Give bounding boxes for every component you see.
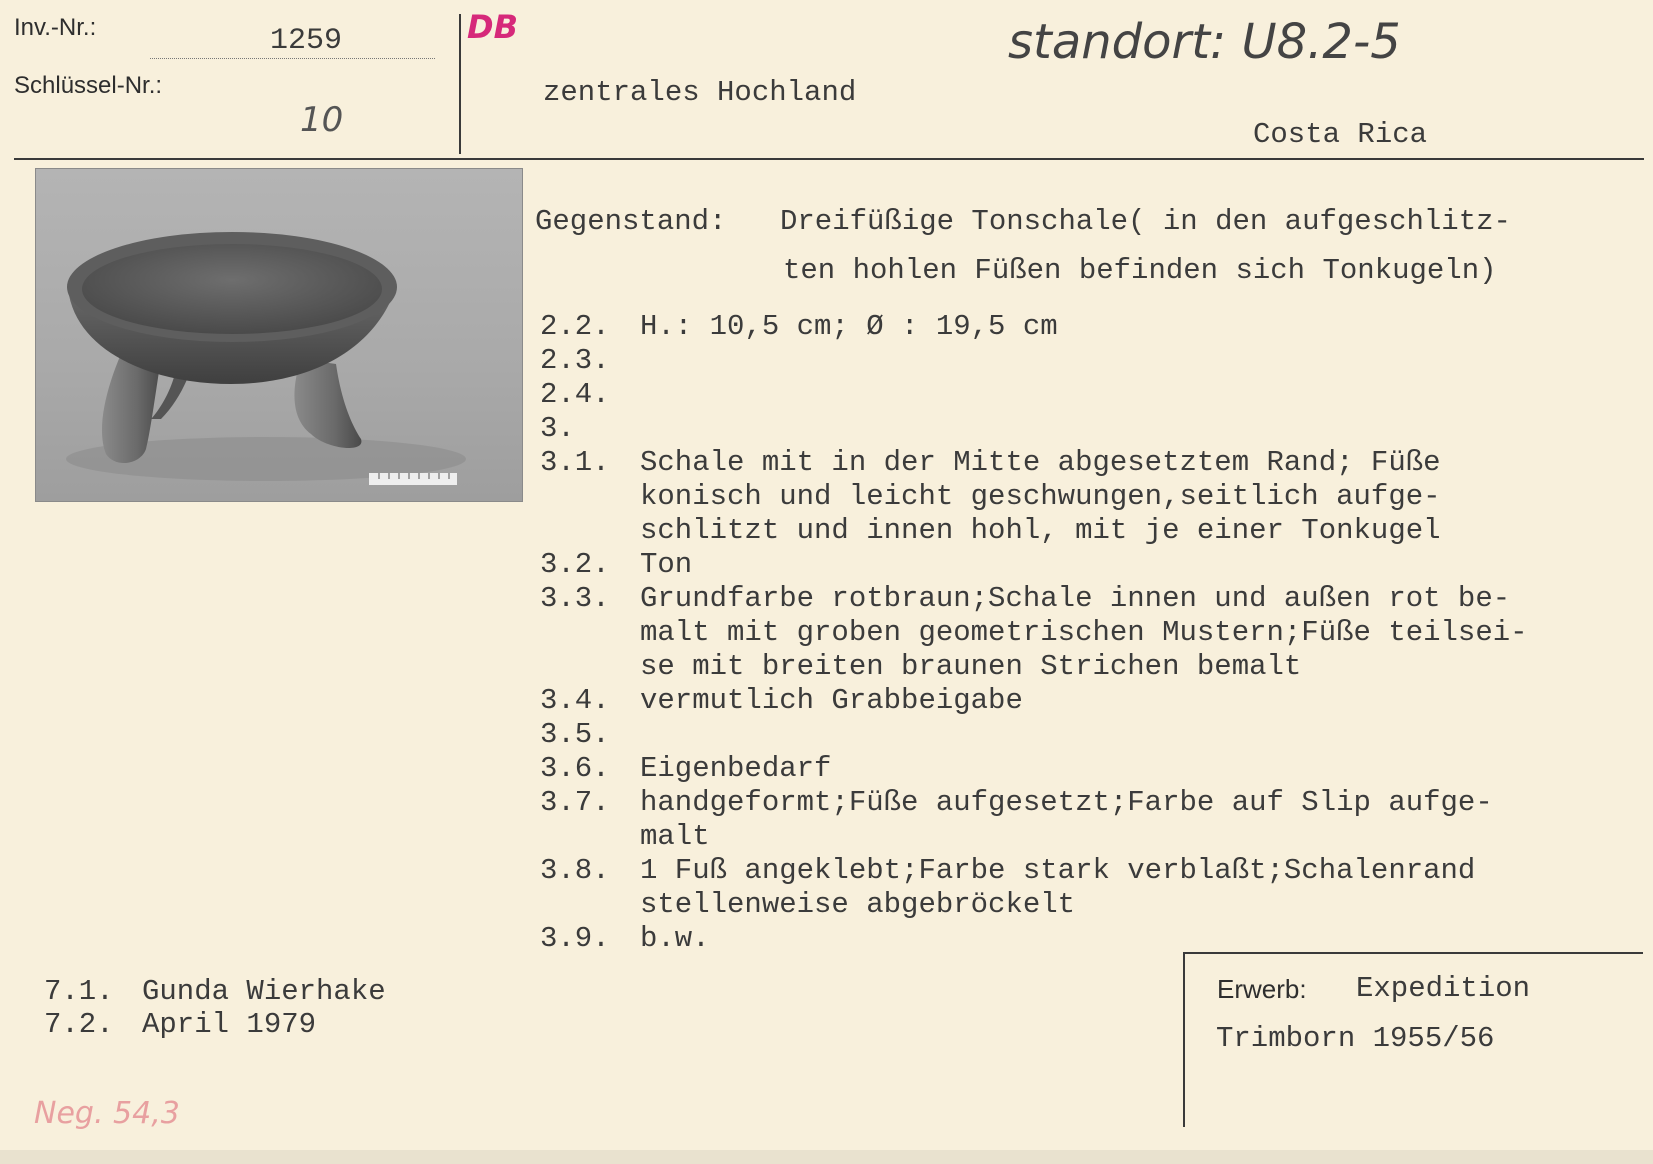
entry-text: handgeformt;Füße aufgesetzt;Farbe auf Slip aufge- <box>640 786 1493 819</box>
header-rule <box>14 158 1644 160</box>
object-description-line1: Dreifüßige Tonschale( in den aufgeschlitz- <box>780 205 1511 238</box>
acq-box-left <box>1183 952 1185 1127</box>
inv-label: Inv.-Nr.: <box>14 14 97 41</box>
date: April 1979 <box>142 1008 317 1041</box>
entry-text: H.: 10,5 cm; Ø : 19,5 cm <box>640 310 1058 343</box>
key-label: Schlüssel-Nr.: <box>14 72 163 99</box>
entry-number: 2.2. <box>540 310 610 343</box>
entry-number: 3.4. <box>540 684 610 717</box>
entry-text: b.w. <box>640 922 710 955</box>
tripod-bowl-image <box>36 169 522 501</box>
entry-number: 3. <box>540 412 575 445</box>
acq-line1: Expedition <box>1356 972 1531 1005</box>
inv-dotted-line <box>150 58 435 59</box>
acq-box-top <box>1183 952 1643 954</box>
entry-number: 3.6. <box>540 752 610 785</box>
object-photo <box>35 168 523 502</box>
initials-stamp: DB <box>467 8 518 46</box>
object-description-line2: ten hohlen Füßen befinden sich Tonkugeln) <box>783 254 1497 287</box>
author-num: 7.1. <box>44 975 114 1008</box>
card-bottom-edge <box>0 1150 1653 1164</box>
entry-number: 3.9. <box>540 922 610 955</box>
entry-number: 3.7. <box>540 786 610 819</box>
entry-text: Grundfarbe rotbraun;Schale innen und außen rot be- <box>640 582 1511 615</box>
entry-text: 1 Fuß angeklebt;Farbe stark verblaßt;Schalenrand <box>640 854 1476 887</box>
negative-number: Neg. 54,3 <box>34 1096 180 1131</box>
entry-text: konisch und leicht geschwungen,seitlich aufge- <box>640 480 1441 513</box>
entry-text: Schale mit in der Mitte abgesetztem Rand; Füße <box>640 446 1441 479</box>
acq-label: Erwerb: <box>1217 974 1307 1004</box>
acq-line2: Trimborn 1955/56 <box>1216 1022 1495 1055</box>
entry-number: 2.3. <box>540 344 610 377</box>
entry-text: stellenweise abgebröckelt <box>640 888 1076 921</box>
entry-text: malt mit groben geometrischen Mustern;Füße teilsei- <box>640 616 1528 649</box>
inv-value: 1259 <box>270 24 343 58</box>
entry-text: schlitzt und innen hohl, mit je einer Tonkugel <box>640 514 1441 547</box>
entry-text: se mit breiten braunen Strichen bemalt <box>640 650 1302 683</box>
object-label: Gegenstand: <box>535 205 727 238</box>
key-value: 10 <box>300 100 344 140</box>
region: zentrales Hochland <box>543 76 857 109</box>
author: Gunda Wierhake <box>142 975 386 1008</box>
entry-number: 3.2. <box>540 548 610 581</box>
country: Costa Rica <box>1253 118 1428 151</box>
standort-note: standort: U8.2-5 <box>1008 14 1401 70</box>
entry-text: vermutlich Grabbeigabe <box>640 684 1023 717</box>
entry-number: 2.4. <box>540 378 610 411</box>
entry-number: 3.3. <box>540 582 610 615</box>
entry-text: Ton <box>640 548 693 581</box>
entry-number: 3.1. <box>540 446 610 479</box>
header-divider <box>459 14 461 154</box>
entry-text: Eigenbedarf <box>640 752 832 785</box>
entry-number: 3.5. <box>540 718 610 751</box>
date-num: 7.2. <box>44 1008 114 1041</box>
entry-text: malt <box>640 820 710 853</box>
entry-number: 3.8. <box>540 854 610 887</box>
